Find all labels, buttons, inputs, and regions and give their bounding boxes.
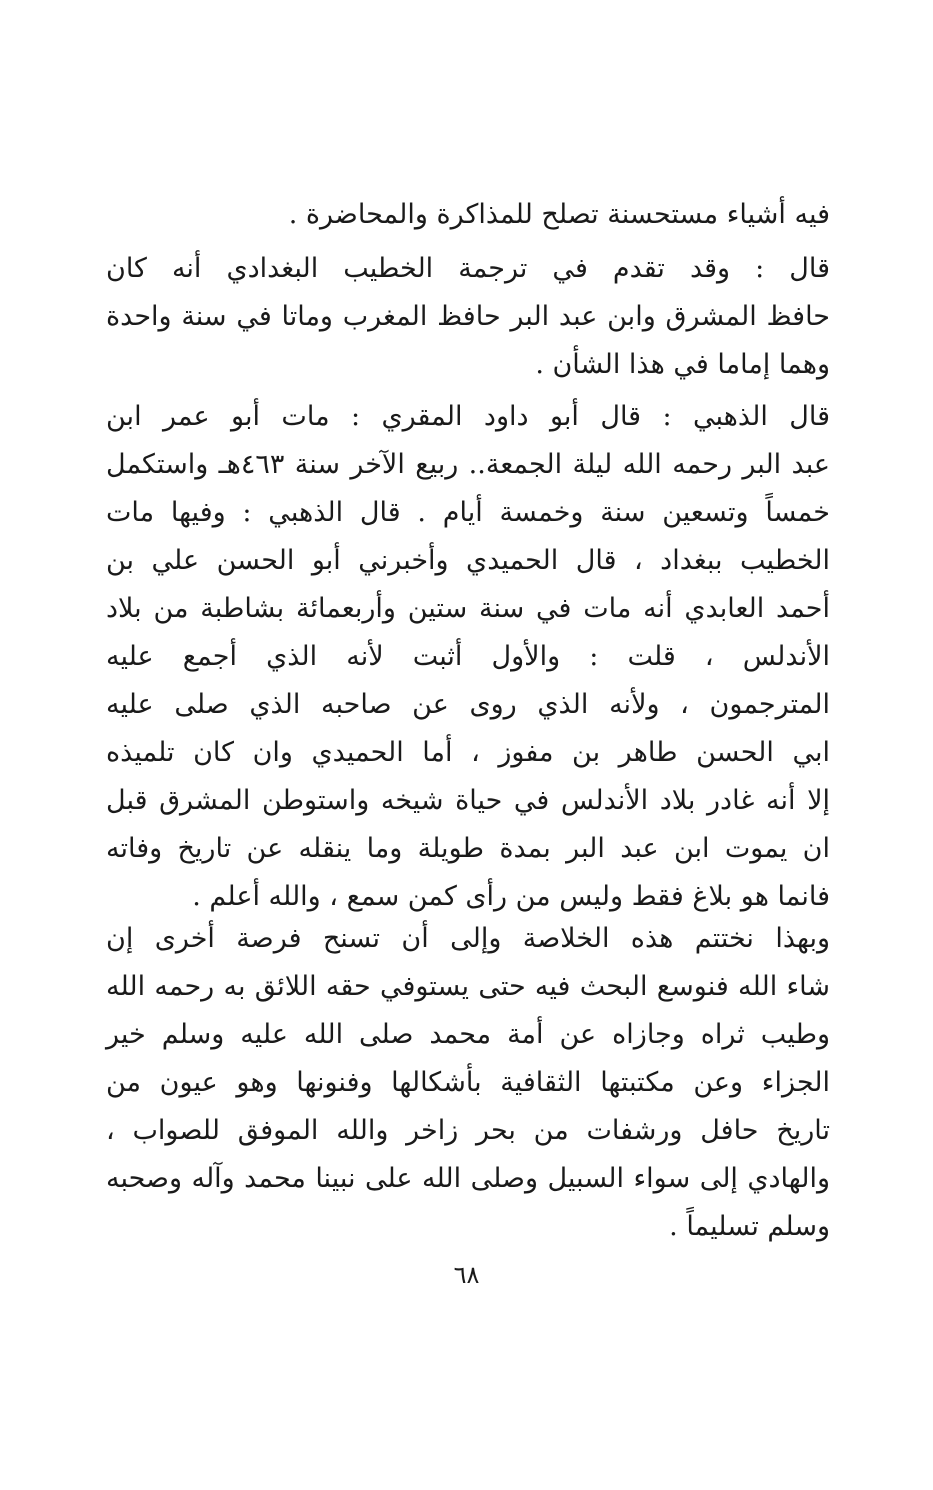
text-line: خمساً وتسعين سنة وخمسة أيام . قال الذهبي : وفيها مات [106,497,830,528]
text-line: ان يموت ابن عبد البر بمدة طويلة وما ينقله عن تاريخ وفاته [106,833,830,864]
text-line: وطيب ثراه وجازاه عن أمة محمد صلى الله عليه وسلم خير [106,1019,830,1050]
text-line: ابي الحسن طاهر بن مفوز ، أما الحميدي وان كان تلميذه [106,737,830,768]
text-line: الجزاء وعن مكتبتها الثقافية بأشكالها وفنونها وهو عيون من [106,1067,830,1098]
text-line: والهادي إلى سواء السبيل وصلى الله على نبينا محمد وآله وصحبه [106,1163,830,1194]
text-line: حافظ المشرق وابن عبد البر حافظ المغرب وماتا في سنة واحدة [106,301,830,332]
paragraph-4 [106,915,830,1251]
paragraph-2 [106,245,830,389]
text-line: قال الذهبي : قال أبو داود المقري : مات أبو عمر ابن [106,401,830,432]
text-line: الأندلس ، قلت : والأول أثبت لأنه الذي أجمع عليه [106,641,830,672]
text-line: شاء الله فنوسع البحث فيه حتى يستوفي حقه اللائق به رحمه الله [106,971,830,1002]
text-line: المترجمون ، ولأنه الذي روى عن صاحبه الذي صلى عليه [106,689,830,720]
paragraph-1 [106,191,830,239]
paragraph-3 [106,393,830,921]
page-number: ٦٨ [453,1261,480,1289]
text-line: عبد البر رحمه الله ليلة الجمعة.. ربيع الآخر سنة ٤٦٣هـ واستكمل [106,449,830,480]
text-line: فيه أشياء مستحسنة تصلح للمذاكرة والمحاضرة . [288,199,830,230]
text-line: وهما إماما في هذا الشأن . [535,349,830,380]
text-line: تاريخ حافل ورشفات من بحر زاخر والله الموفق للصواب ، [106,1115,830,1146]
text-line: وسلم تسليماً . [669,1211,830,1242]
text-line: إلا أنه غادر بلاد الأندلس في حياة شيخه واستوطن المشرق قبل [106,785,830,816]
text-line: أحمد العابدي أنه مات في سنة ستين وأربعمائة بشاطبة من بلاد [106,593,830,624]
text-line: قال : وقد تقدم في ترجمة الخطيب البغدادي أنه كان [106,253,830,284]
text-line: فانما هو بلاغ فقط وليس من رأى كمن سمع ، والله أعلم . [192,881,830,912]
text-line: وبهذا نختتم هذه الخلاصة وإلى أن تسنح فرصة أخرى إن [106,923,830,954]
text-line: الخطيب ببغداد ، قال الحميدي وأخبرني أبو الحسن علي بن [106,545,830,576]
